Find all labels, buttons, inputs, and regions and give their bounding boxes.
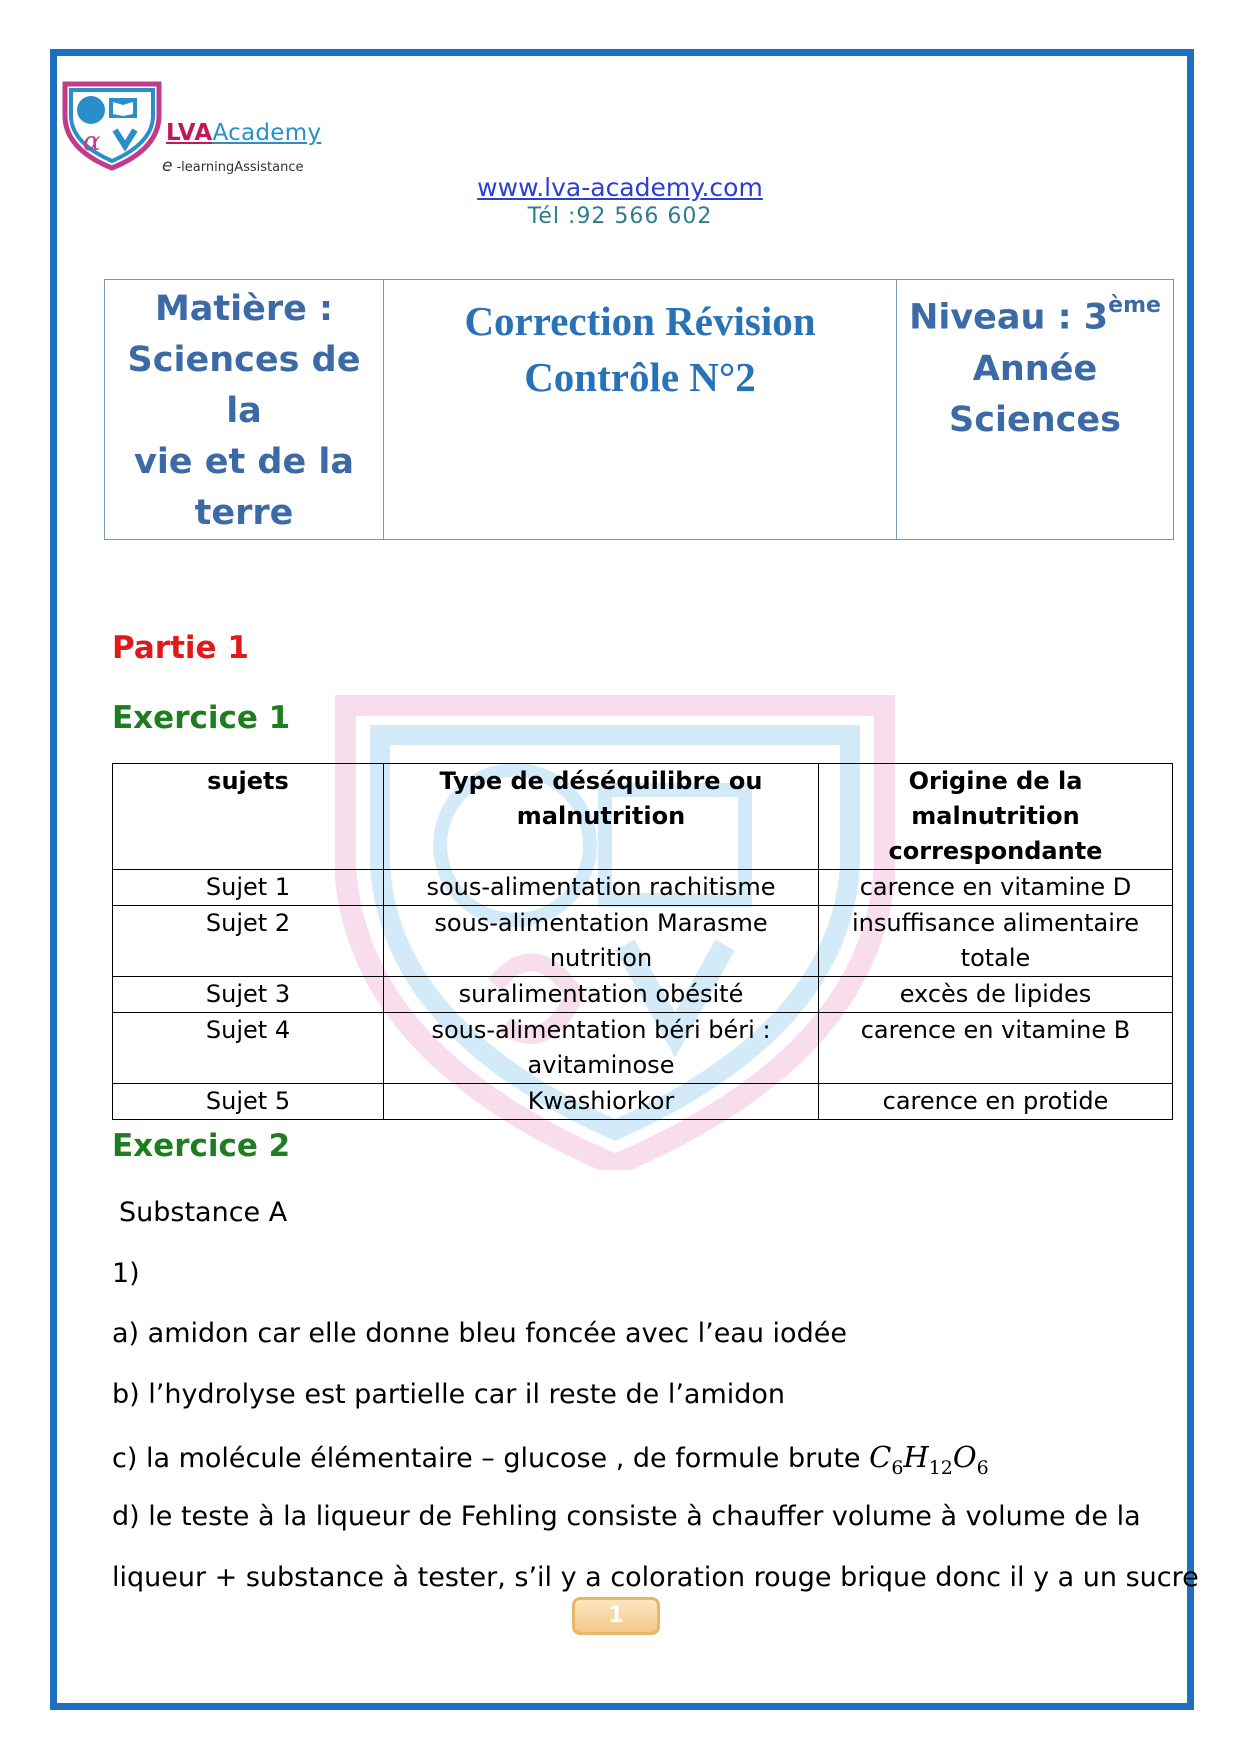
table-cell: sous-alimentation Marasme nutrition bbox=[384, 906, 819, 977]
column-header: Origine de la malnutrition correspondante bbox=[819, 764, 1173, 870]
table-cell: Sujet 3 bbox=[113, 977, 384, 1013]
table-header-row bbox=[113, 764, 1173, 870]
document-title: Correction Révision Contrôle N°2 bbox=[384, 280, 897, 540]
substance-label: Substance A bbox=[119, 1197, 288, 1228]
table-cell: carence en vitamine B bbox=[819, 1013, 1173, 1084]
table-row bbox=[113, 977, 1173, 1013]
svg-text:α: α bbox=[83, 127, 101, 157]
table-row bbox=[113, 1013, 1173, 1084]
table-cell: Sujet 4 bbox=[113, 1013, 384, 1084]
table-cell: suralimentation obésité bbox=[384, 977, 819, 1013]
website-link[interactable]: www.lva-academy.com bbox=[477, 173, 763, 202]
table-cell: Kwashiorkor bbox=[384, 1084, 819, 1120]
title-box bbox=[104, 279, 1174, 540]
answer-d-line2: liqueur + substance à tester, s’il y a coloration rouge brique donc il y a un sucre bbox=[112, 1562, 1199, 1593]
subject-cell: Matière : Sciences de la vie et de la terre bbox=[105, 280, 384, 540]
level-cell: Niveau : 3ème Année Sciences bbox=[897, 280, 1174, 540]
table-cell: excès de lipides bbox=[819, 977, 1173, 1013]
table-cell: carence en protide bbox=[819, 1084, 1173, 1120]
table-cell: carence en vitamine D bbox=[819, 870, 1173, 906]
table-cell: Sujet 5 bbox=[113, 1084, 384, 1120]
brand-tagline: e -learningAssistance bbox=[162, 156, 304, 176]
exercise-2-heading: Exercice 2 bbox=[112, 1128, 291, 1164]
table-cell: sous-alimentation béri béri : avitaminose bbox=[384, 1013, 819, 1084]
question-number: 1) bbox=[112, 1258, 140, 1289]
page-number-badge: 1 bbox=[572, 1597, 660, 1635]
column-header: sujets bbox=[113, 764, 384, 870]
answer-d-line1: d) le teste à la liqueur de Fehling consiste à chauffer volume à volume de la bbox=[112, 1501, 1141, 1532]
table-cell: Sujet 1 bbox=[113, 870, 384, 906]
glucose-formula: $C_6H_{12}O_6$ bbox=[869, 1440, 989, 1479]
table-cell: sous-alimentation rachitisme bbox=[384, 870, 819, 906]
table-cell: insuffisance alimentaire totale bbox=[819, 906, 1173, 977]
column-header: Type de déséquilibre ou malnutrition bbox=[384, 764, 819, 870]
answer-a: a) amidon car elle donne bleu foncée avec l’eau iodée bbox=[112, 1318, 847, 1349]
phone-number: Tél :92 566 602 bbox=[527, 204, 713, 229]
table-row bbox=[113, 906, 1173, 977]
lva-logo-icon bbox=[57, 78, 167, 172]
table-row bbox=[113, 1084, 1173, 1120]
answer-c: c) la molécule élémentaire – glucose , de formule brute $C_6H_{12}O_6$ bbox=[112, 1440, 989, 1479]
table-row bbox=[113, 870, 1173, 906]
part-heading: Partie 1 bbox=[112, 630, 249, 666]
brand-name: LVAAcademy bbox=[166, 120, 322, 146]
answer-b: b) l’hydrolyse est partielle car il reste de l’amidon bbox=[112, 1379, 786, 1410]
exercise-1-heading: Exercice 1 bbox=[112, 700, 291, 736]
malnutrition-table bbox=[112, 763, 1173, 1120]
table-cell: Sujet 2 bbox=[113, 906, 384, 977]
